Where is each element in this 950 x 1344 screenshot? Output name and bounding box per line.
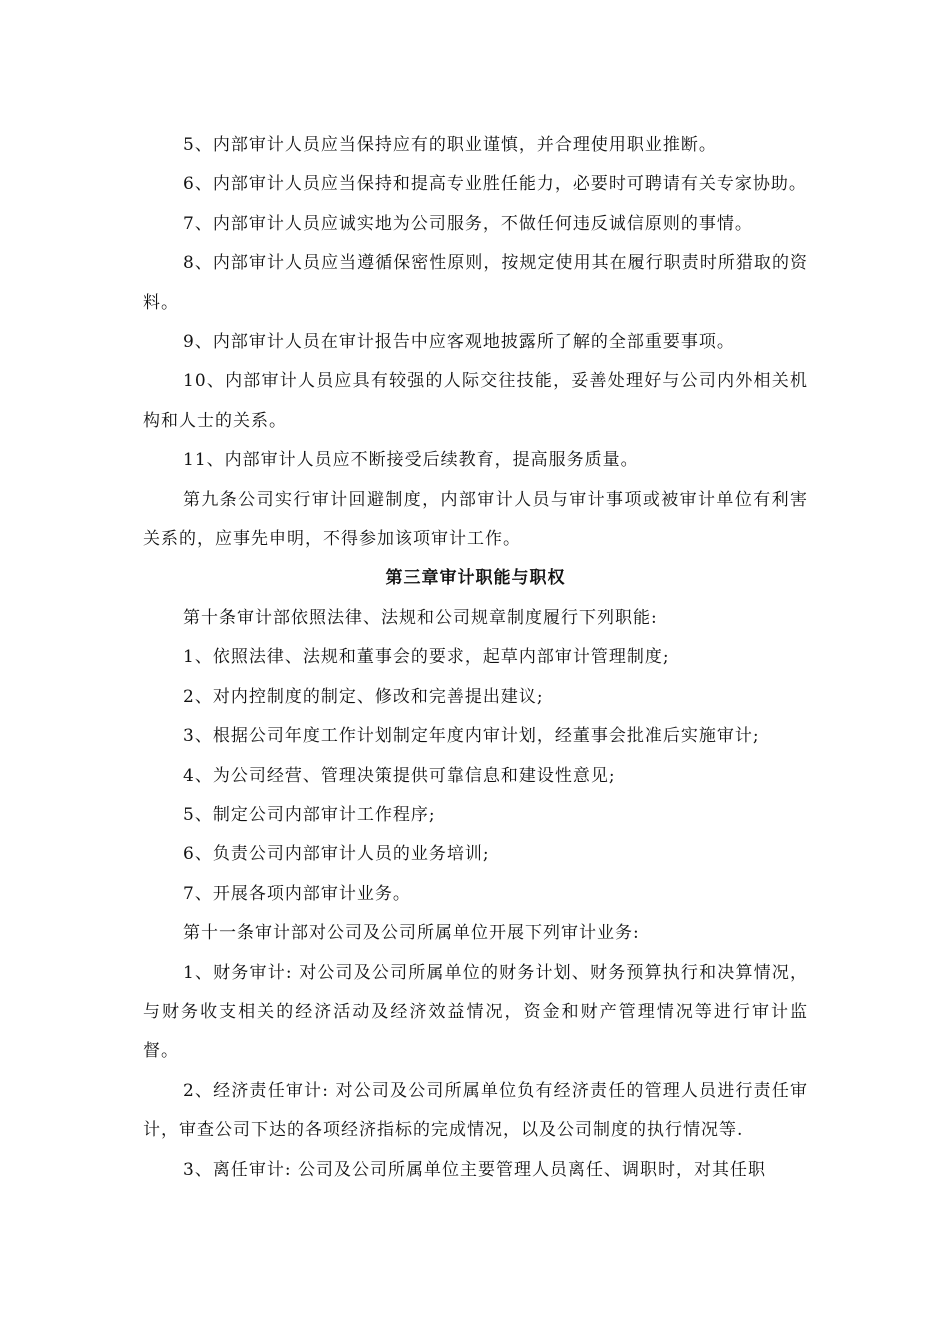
paragraph-item-7: 7、内部审计人员应诚实地为公司服务，不做任何违反诚信原则的事情。 (183, 213, 753, 234)
paragraph-item-9: 9、内部审计人员在审计报告中应客观地披露所了解的全部重要事项。 (183, 332, 735, 353)
audit-item-2: 2、经济责任审计: 对公司及公司所属单位负有经济责任的管理人员进行责任审计，审查公司下达的各项经济指标的完成情况，以及公司制度的执行情况等. (143, 1080, 808, 1141)
article-9: 第九条公司实行审计回避制度，内部审计人员与审计事项或被审计单位有利害关系的，应事先申明，不得参加该项审计工作。 (143, 489, 808, 550)
article-10: 第十条审计部依照法律、法规和公司规章制度履行下列职能: (183, 607, 658, 628)
paragraph-item-11: 11、内部审计人员应不断接受后续教育，提高服务质量。 (183, 450, 639, 471)
paragraph-item-5: 5、内部审计人员应当保持应有的职业谨慎，并合理使用职业推断。 (183, 135, 717, 155)
function-item-5: 5、制定公司内部审计工作程序; (183, 804, 436, 825)
function-item-4: 4、为公司经营、管理决策提供可靠信息和建设性意见; (183, 765, 616, 786)
article-11: 第十一条审计部对公司及公司所属单位开展下列审计业务: (183, 923, 640, 944)
function-item-2: 2、对内控制度的制定、修改和完善提出建议; (183, 686, 544, 707)
audit-item-3: 3、离任审计: 公司及公司所属单位主要管理人员离任、调职时，对其任职 (183, 1159, 766, 1180)
chapter-heading: 第三章审计职能与职权 (385, 568, 566, 589)
paragraph-item-8: 8、内部审计人员应当遵循保密性原则，按规定使用其在履行职责时所猎取的资料。 (143, 253, 808, 313)
function-item-1: 1、依照法律、法规和董事会的要求，起草内部审计管理制度; (183, 647, 670, 668)
audit-item-1: 1、财务审计: 对公司及公司所属单位的财务计划、财务预算执行和决算情况，与财务收支相关的经济活动及经济效益情况，资金和财产管理情况等进行审计监督。 (143, 962, 808, 1062)
function-item-3: 3、根据公司年度工作计划制定年度内审计划，经董事会批准后实施审计; (183, 726, 760, 747)
function-item-7: 7、开展各项内部审计业务。 (183, 883, 411, 904)
paragraph-item-10: 10、内部审计人员应具有较强的人际交往技能，妥善处理好与公司内外相关机构和人士的关系。 (143, 371, 808, 431)
paragraph-item-6: 6、内部审计人员应当保持和提高专业胜任能力，必要时可聘请有关专家协助。 (183, 174, 807, 195)
function-item-6: 6、负责公司内部审计人员的业务培训; (183, 844, 490, 865)
document-body (143, 126, 808, 1190)
